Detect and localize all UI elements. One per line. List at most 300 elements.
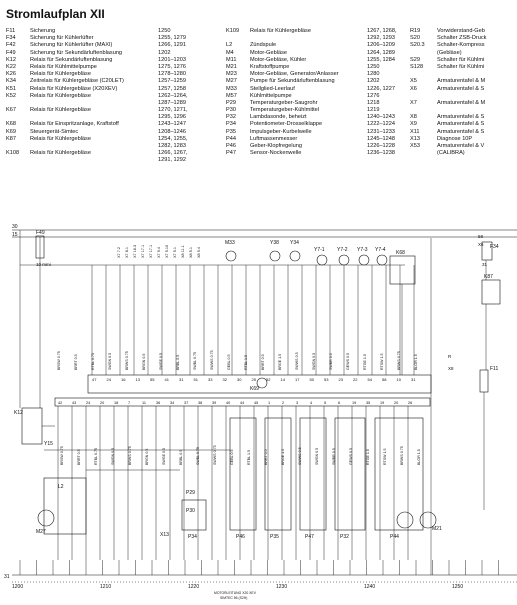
legend-row [226,78,406,85]
legend-code: X9 [410,121,417,128]
legend-description: Relais für Sekundärluftenblasung [30,56,113,63]
legend-reference: 1201–1203 [158,56,186,63]
component-label-f34: F34 [490,244,499,250]
legend-description: Relais für Kühlergebläse [30,150,91,157]
legend-row [6,42,231,49]
wire-code: SWWS 0.5 [295,352,299,370]
legend-reference: 1231–1233 [367,128,395,135]
wire-code: BRRT 0.5 [264,449,268,465]
component-label-y7-3: Y7-3 [357,247,368,253]
legend-row [410,129,517,136]
ecu-pin-number: 41 [164,377,169,382]
legend-row [226,50,406,57]
legend-row [410,150,517,157]
component-label-p44: P44 [390,534,399,540]
legend-code: M23 [226,71,237,78]
legend-description: Schalter-Kompress [437,42,485,49]
legend-description: Armaturentafel & S [437,128,485,135]
connector-label: X7 5.10 [165,244,169,258]
component-label-p35: P35 [270,534,279,540]
legend-reference: 1270, 1271, 1295, 1296 [158,107,188,121]
wire-code: GEWS 0.5 [346,353,350,370]
legend-reference: 1280 [367,71,380,78]
wire-code: SWWS 0.5 [298,447,302,465]
legend-description: Relais für Kühlergebläse [30,107,91,114]
bus-label: 31 [482,262,488,267]
sensor-p44-box [375,418,423,530]
component-label-x13: X13 [160,532,169,538]
ecu-pin-number: 14 [280,377,285,382]
wire-code: RTBL 1.5 [247,450,251,465]
legend-description: Schalter für Kühlmi [437,56,485,63]
legend-row [226,114,406,121]
ecu-lower-pin-number: 36 [156,401,161,405]
ecu-pin-number: 58 [382,377,387,382]
wiring-diagram [0,220,517,600]
legend-reference: 1222–1224 [367,121,395,128]
legend-code: F49 [6,49,16,56]
ecu-pin-number: 17 [295,377,300,382]
legend-code: S29 [410,56,420,63]
page-title: Stromlaufplan XII [6,7,105,21]
line-number: 1200 [12,584,24,590]
legend-row [410,121,517,128]
legend-description: Temperaturgeber-Saugrohr [250,99,318,106]
legend-code: P46 [226,143,236,150]
legend-code: L2 [226,42,233,49]
ecu-pin-number: 53 [324,377,329,382]
legend-code: P30 [226,107,236,114]
fuse-f11-box [480,370,488,392]
connector-label: X7 7.2 [117,247,121,258]
connector-label: X7 16.3 [133,244,137,258]
legend-description: Armaturentafel & M [437,78,486,85]
ecu-pin-number: 31 [179,377,184,382]
legend-description: Motor-Gebläse, Generator/Anlasser [250,71,339,78]
legend-code: F34 [6,35,16,42]
wire-code: BLGR 1.5 [417,449,421,465]
rail-30-label: 30 [12,224,18,230]
legend-reference: 1218 [367,99,380,106]
legend-code: M33 [226,85,237,92]
wire-code: BRWS 0.75 [397,351,401,370]
legend-description: Armaturentafel & S [437,121,485,128]
component-label-f49: F49 [36,230,45,236]
legend-row [410,42,517,49]
legend-row [6,129,231,136]
legend-reference: 1275, 1276 [158,63,186,70]
wire-code: BRGN 0.5 [142,353,146,370]
legend-row [6,121,231,128]
legend-code: K51 [6,85,16,92]
legend-row [226,93,406,100]
legend-description: Vorwiderstand-Geb [437,28,485,34]
legend-description: (CALIBRA) [437,150,465,157]
wire-code: BRGE 1.5 [281,448,285,465]
legend-code: K68 [6,121,16,128]
ecu-lower-pin-number: 40 [226,401,231,405]
wire-code: BRBL 0.5 [179,449,183,465]
legend-row [6,78,231,85]
bus-label: 58 [478,234,484,239]
legend-description: Sicherung für Kühlerlüfter [30,35,94,42]
legend-description: Relais für Kühlergebläse [30,71,91,78]
legend-code: X53 [410,143,420,149]
line-number: 1230 [276,584,288,590]
ecu-lower-pin-number: 34 [170,401,175,405]
sensor-p44-symbol [397,512,413,528]
wire-code: RTSW 1.5 [380,353,384,370]
connector-label: X8 9.4 [197,247,201,258]
legend-reference: 1278–1280 [158,71,186,78]
line-number: 1250 [452,584,464,590]
legend-code: M21 [226,63,237,70]
legend-description: Relais für Kühlergebläse (X20XEV) [30,85,118,92]
wire-code: BRWS 0.75 [128,446,132,465]
legend-reference: 1236–1238 [367,150,395,157]
wire-code: SWWS 0.75 [213,445,217,465]
legend-description: Armaturentafel & V [437,143,485,149]
legend-row [226,107,406,114]
legend-description: Temperaturgeber-Kühlmittel [250,107,320,114]
wire-code: GEBL 0.5 [230,449,234,465]
legend-code: X11 [410,128,420,135]
wire-code: RTBL 1.5 [244,355,248,370]
legend-description: Stellglied-Leerlauf [250,85,295,92]
legend-row [410,100,517,107]
injector-y7-1-circle [317,255,327,265]
legend-description: (Gebläse) [437,49,462,56]
ecu-lower-pin-number: 38 [198,401,203,405]
legend-row [6,93,231,107]
legend-description: Sensor-Nockenwelle [250,150,302,157]
legend-row [410,86,517,93]
legend-reference: 1243–1247 [158,121,186,128]
relay-k87-box [482,280,500,304]
ecu-lower-pin-number: 11 [142,401,146,405]
legend-reference: 1202 [158,49,171,56]
valve-y34-circle [290,251,300,261]
legend-reference: 1254, 1255, 1282, 1283 [158,135,188,150]
legend-row [226,64,406,71]
ecu-pin-number: 52 [266,377,271,382]
connector-label: X7 17.1 [141,244,145,258]
legend-description: Lambdasonde, beheizt [250,114,307,121]
legend-row [410,114,517,121]
legend-column-right [410,28,517,157]
ecu-pin-number: 13 [135,377,140,382]
legend-code: X5 [410,78,417,85]
wire-code: SWWS 0.75 [210,350,214,370]
legend-row [410,57,517,64]
legend-reference: 1226, 1227 [367,85,395,92]
legend-code: X6 [410,85,417,92]
bus-label: X8 [448,366,454,371]
legend-description: Kühlmittelpumpe [250,92,292,99]
motor-m27-circle [38,510,54,526]
legend-description: Pumpe für Sekundärluftenblasung [250,78,335,85]
legend-reference: 1266, 1267, 1291, 1292 [158,150,188,164]
ecu-lower-pin-number: 2 [282,401,285,405]
wire-code: GEBL 0.5 [227,354,231,370]
legend-description: Geber-Klopfregelung [250,143,302,150]
ecu-lower-pin-number: 45 [254,401,259,405]
legend-reference: 1206–1209 [367,42,395,49]
wire-code: SWGE 0.5 [159,353,163,370]
legend-reference: 1245–1248 [367,135,395,142]
legend-reference: 1250 [367,63,380,70]
component-label-p46: P46 [236,534,245,540]
footer-caption-line: MOTORLEITUNG X20 XEV [214,591,256,595]
ecu-pin-number: 55 [150,377,155,382]
legend-code: P44 [226,135,236,142]
legend-description: Impulsgeber-Kurbelwelle [250,128,312,135]
wire-code: BRSW 0.75 [60,446,64,465]
legend-row [6,57,231,64]
legend-code: K69 [6,128,16,135]
valve-y38-circle [270,251,280,261]
wire-code: BRRT 0.5 [77,449,81,465]
ecu-pin-number: 31 [411,377,416,382]
legend-description: Motor-Gebläse, Kühler [250,56,307,63]
legend-code: M27 [226,78,237,85]
wire-code: SWBR 0.5 [332,448,336,465]
connector-label: X8 11.1 [181,245,185,258]
connector-label: X8 5.1 [189,247,193,258]
legend-code: K34 [6,78,16,85]
wire-code: SWGN 0.5 [108,352,112,370]
legend-row [410,136,517,143]
injector-y7-3-circle [359,255,369,265]
component-label-k87: K87 [484,274,493,280]
legend-reference: 1255, 1284 [367,56,395,63]
legend-row [410,64,517,71]
legend-row [410,35,517,42]
legend-row [6,28,231,35]
legend-reference: 1257–1259 [158,78,186,85]
ecu-pin-number: 16 [121,377,126,382]
wiring-diagram-canvas [0,220,517,600]
legend-description: Armaturentafel & S [437,114,485,121]
legend-description: Armaturentafel & M [437,99,486,106]
line-number: 1240 [364,584,376,590]
legend-reference: 1255, 1279 [158,35,186,42]
legend-code: X7 [410,99,417,106]
legend-reference: 1219 [367,107,380,114]
legend-row [226,136,406,143]
component-label-p30: P30 [186,508,195,514]
legend-code: M4 [226,49,234,56]
component-label-p29: P29 [186,490,195,496]
legend-description: Kraftstoffpumpe [250,63,290,70]
legend-reference: 1266, 1291 [158,42,186,49]
legend-row [6,150,231,164]
wire-code: SWBR 0.5 [329,353,333,370]
legend-reference: 1264, 1289 [367,49,395,56]
bus-label: X6 [478,242,484,247]
legend-code: P34 [226,121,236,128]
legend-code: X8 [410,114,417,121]
legend-code: F42 [6,42,16,49]
legend-code: K87 [6,135,16,142]
ecu-pin-number: 22 [353,377,358,382]
ecu-lower-pin-number: 1 [268,401,271,405]
legend-code: K26 [6,71,16,78]
wire-code: SWGN 0.5 [111,447,115,465]
legend-reference: 1262–1264, 1287–1289 [158,92,188,106]
ecu-pin-number: 24 [106,377,111,382]
legend-description: Zeitrelais für Kühlergebläse (C20LET) [30,78,124,85]
ecu-pin-number: 32 [222,377,227,382]
connector-label: X7 9.4 [157,247,161,258]
legend-description: Schalter für Kühlmi [437,63,485,70]
wire-code: RTBL 0.75 [94,448,98,465]
component-label-y7-2: Y7-2 [337,247,348,253]
sensor-p34-box [182,500,206,530]
legend-row [226,150,406,157]
legend-code: P35 [226,128,236,135]
component-label-k69: K69 [250,386,259,392]
legend-description: Schalter ZSB-Druck [437,35,487,42]
ecu-pin-number: 54 [367,377,372,382]
line-number: 1210 [100,584,112,590]
legend-code: K52 [6,92,16,99]
legend-code: P29 [226,99,236,106]
component-label-y38: Y38 [270,240,279,246]
ecu-lower-pin-number: 19 [352,401,357,405]
wire-code: BRSW 0.75 [57,351,61,370]
wire-code: BRRT 0.5 [261,354,265,370]
ecu-lower-pin-number: 43 [72,401,77,405]
ecu-lower-pin-number: 39 [212,401,217,405]
component-label-k12: K12 [14,410,23,416]
injector-y7-4-circle [377,255,387,265]
wire-layer [20,230,499,575]
legend-code: K67 [6,107,16,114]
legend-code: X13 [410,135,420,142]
wire-code: SWGN 0.5 [312,352,316,370]
legend-column-left [6,28,231,165]
legend-code: S20.3 [410,42,425,49]
ecu-lower-pin-number: 35 [366,401,371,405]
wire-code: BRRT 0.5 [74,354,78,370]
legend-row [410,28,517,35]
wire-code: SWGE 0.5 [162,448,166,465]
legend-row [6,64,231,71]
wire-code: RTGE 1.5 [363,354,367,370]
ecu-pin-number: 51 [193,377,198,382]
ecu-lower-pin-number: 26 [408,401,413,405]
line-number: 1220 [188,584,200,590]
wire-code: SWBL 0.75 [196,446,200,465]
ecu-lower-pin-number: 5 [324,401,327,405]
legend-reference: 1276 [367,92,380,99]
wire-code: RTGE 1.5 [366,449,370,465]
legend-description: Sicherung [30,28,56,34]
ecu-lower-pin-number: 18 [114,401,119,405]
sensor-p35-box [265,418,291,530]
ecu-pin-number: 25 [251,377,256,382]
legend-description: Relais für Kühlergebläse [30,92,91,99]
legend-row [226,28,406,42]
legend-row [6,35,231,42]
legend-row [410,71,517,78]
rail-15-label: 15 [12,232,18,238]
ecu-lower-pin-number: 42 [58,401,63,405]
component-label-y15: Y15 [44,441,53,447]
component-label-m21: M21 [432,526,442,532]
ecu-pin-number: 33 [208,377,213,382]
legend-row [6,71,231,78]
ecu-lower-pin-number: 20 [100,401,105,405]
legend-code: P32 [226,114,236,121]
ecu-pin-number: 47 [92,377,97,382]
component-label-p47: P47 [305,534,314,540]
wire-code: BRWS 0.75 [125,351,129,370]
legend-row [410,143,517,150]
component-label-m27: M27 [36,529,46,535]
actuator-m33-circle [226,251,236,261]
legend-row [226,143,406,150]
legend-row [410,93,517,100]
ecu-lower-pin-number: 44 [240,401,245,405]
ecu-lower-pin-number: 6 [338,401,341,405]
legend-description: Relais für Einspritzanlage, Kraftstoff [30,121,119,128]
legend-row [226,129,406,136]
sensor-p46-box [230,418,256,530]
rail-31-label: 31 [4,574,10,580]
legend-description: Relais für Kühlergebläse [30,135,91,142]
legend-row [6,50,231,57]
connector-label: X7 8.1 [125,247,129,258]
legend-code: K109 [226,28,240,34]
wire-code: BRBL 0.5 [176,354,180,370]
component-label-f11: F11 [490,366,499,372]
legend-row [410,50,517,57]
connector-label: X7 5.1 [173,247,177,258]
relay-k12-box [22,408,42,444]
component-label-m33: M33 [225,240,235,246]
ecu-lower-pin-number: 37 [184,401,189,405]
wire-code: RTBL 0.75 [91,353,95,370]
legend-reference: 1267, 1268, 1292, 1293 [367,28,397,42]
ecu-lower-pin-number: 3 [296,401,299,405]
bus-label: R [448,354,452,359]
component-label-p32: P32 [340,534,349,540]
ecu-pin-number: 50 [309,377,314,382]
legend-code: P47 [226,150,236,157]
wire-code: SWBL 0.75 [193,351,197,370]
component-label-p34: P34 [188,534,197,540]
injector-y7-2-circle [339,255,349,265]
legend-description: Luftmassenmesser [250,135,298,142]
component-label-l2: L2 [58,484,64,490]
ecu-pin-number: 23 [338,377,343,382]
wire-code: BRGN 0.5 [145,448,149,465]
footer-caption-line: SIMTEC 56 (S2H) [220,596,248,600]
legend-description: Diagnose 10P [437,135,473,142]
legend-row [226,86,406,93]
legend-description: Armaturentafel & S [437,85,485,92]
ecu-lower-pin-number: 4 [310,401,313,405]
wire-code: SWGN 0.5 [315,447,319,465]
legend-row [410,78,517,85]
legend-code: S20 [410,35,420,42]
component-label-k68: K68 [396,250,405,256]
legend-code: S128 [410,63,424,70]
legend-description: Motor-Gebläse [250,49,287,56]
legend-description: Steuergerät-Simtec [30,128,79,135]
